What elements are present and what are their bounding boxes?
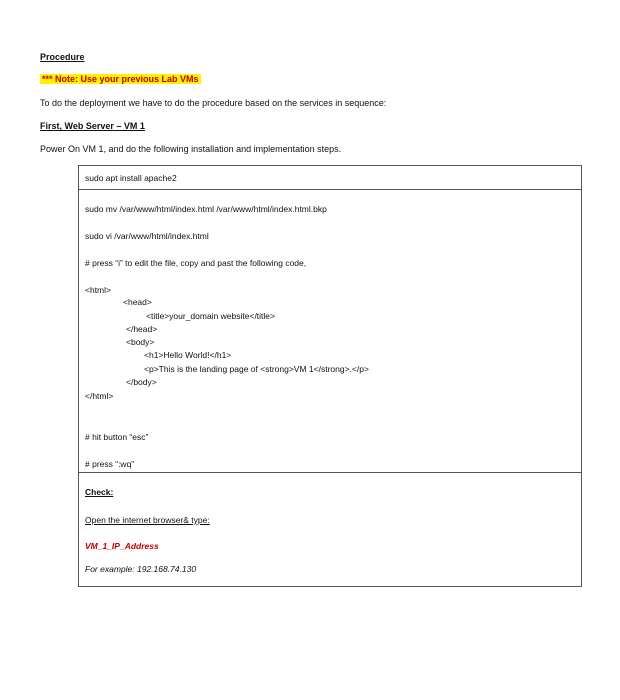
code-line-h1: <h1>Hello World!</h1>	[144, 350, 232, 360]
command-box-install	[78, 165, 582, 190]
install-command: sudo apt install apache2	[85, 173, 177, 183]
note-highlight: *** Note: Use your previous Lab VMs	[42, 74, 199, 84]
open-browser-text: Open the internet browser& type:	[85, 515, 210, 525]
procedure-heading: Procedure	[40, 52, 85, 62]
code-line-title: <title>your_domain website</title>	[146, 311, 275, 321]
save-instruction: # press “:wq”	[85, 459, 135, 469]
esc-instruction: # hit button “esc”	[85, 432, 149, 442]
code-line-html-open: <html>	[85, 285, 111, 295]
example-ip-text: For example: 192.168.74.130	[85, 564, 197, 574]
move-command: sudo mv /var/www/html/index.html /var/www/html/index.html.bkp	[85, 204, 327, 214]
code-line-body-close: </body>	[126, 377, 157, 387]
edit-instruction: # press “i” to edit the file, copy and past the following code,	[85, 258, 307, 268]
section-title: First, Web Server – VM 1	[40, 121, 145, 131]
code-line-p: <p>This is the landing page of <strong>VM 1</strong>.</p>	[144, 364, 369, 374]
ip-address-label: VM_1_IP_Address	[85, 541, 159, 551]
command-box-edit	[78, 189, 582, 473]
code-line-head-close: </head>	[126, 324, 158, 334]
lab-note	[40, 73, 201, 85]
vi-command: sudo vi /var/www/html/index.html	[85, 231, 209, 241]
power-on-text: Power On VM 1, and do the following installation and implementation steps.	[40, 144, 342, 154]
intro-text: To do the deployment we have to do the procedure based on the services in sequence:	[40, 98, 387, 108]
check-heading: Check:	[85, 487, 114, 497]
code-line-head-open: <head>	[123, 297, 152, 307]
check-box	[78, 472, 582, 587]
code-line-body-open: <body>	[126, 337, 155, 347]
code-line-html-close: </html>	[85, 391, 114, 401]
